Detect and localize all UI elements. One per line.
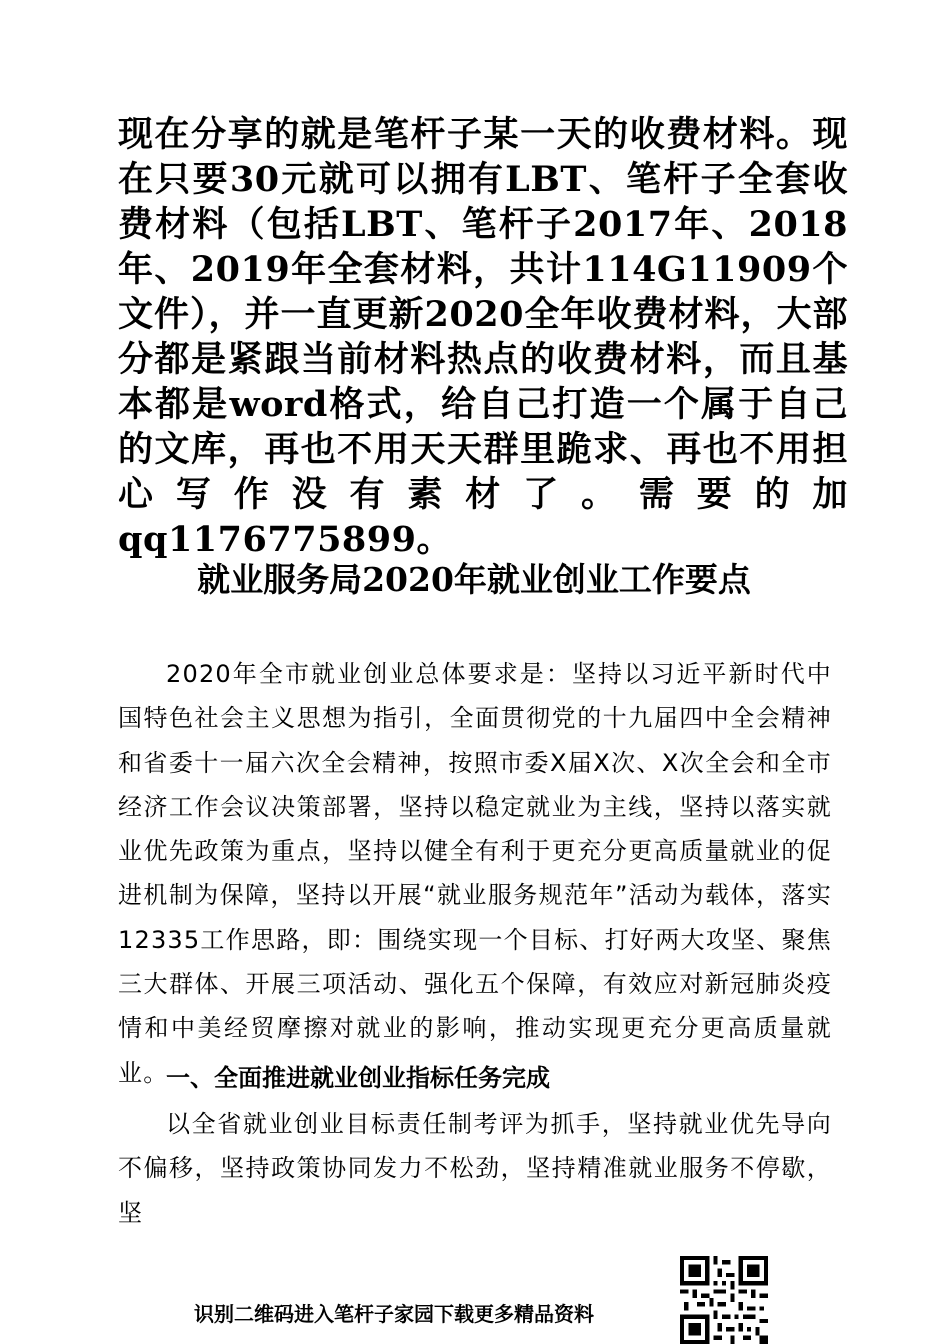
section-paragraph: 以全省就业创业目标责任制考评为抓手，坚持就业优先导向不偏移，坚持政策协同发力不松劲，坚持精准就业服务不停歇，坚 bbox=[118, 1110, 832, 1227]
intro-paragraph: 2020年全市就业创业总体要求是：坚持以习近平新时代中国特色社会主义思想为指引，全面贯彻党的十九届四中全会精神和省委十一届六次全会精神，按照市委X届X次、X次全会和全市经济工作会议决策部署，坚持以稳定就业为主线，坚持以落实就业优先政策为重点，坚持以健全有利于更充分更高质量就业的促进机制为保障，坚持以开展“就业服务规范年”活动为载体，落实12335工作思路，即：围绕实现一个目标、打好两大攻坚、聚焦三大群体、开展三项活动、强化五个保障，有效应对新冠肺炎疫情和中美经贸摩擦对就业的影响，推动实现更充分更高质量就业。 bbox=[118, 660, 832, 1087]
document-title: 就业服务局2020年就业创业工作要点 bbox=[197, 560, 751, 599]
intro-section bbox=[118, 652, 832, 1095]
promo-paragraph: 现在分享的就是笔杆子某一天的收费材料。现在只要30元就可以拥有LBT、笔杆子全套收费材料（包括LBT、笔杆子2017年、2018年、2019年全套材料，共计114G11909个文件），并一直更新2020全年收费材料，大部分都是紧跟当前材料热点的收费材料，而且基本都是word格式，给自己打造一个属于自己的文库，再也不用天天群里跪求、再也不用担心写作没有素材了。需要的加qq1176775899。 bbox=[118, 114, 848, 560]
footer-caption: 识别二维码进入笔杆子家园下载更多精品资料 bbox=[194, 1302, 594, 1326]
section-heading: 一、全面推进就业创业指标任务完成 bbox=[166, 1064, 550, 1092]
qr-code-icon[interactable] bbox=[680, 1256, 768, 1344]
section-body bbox=[118, 1102, 832, 1235]
